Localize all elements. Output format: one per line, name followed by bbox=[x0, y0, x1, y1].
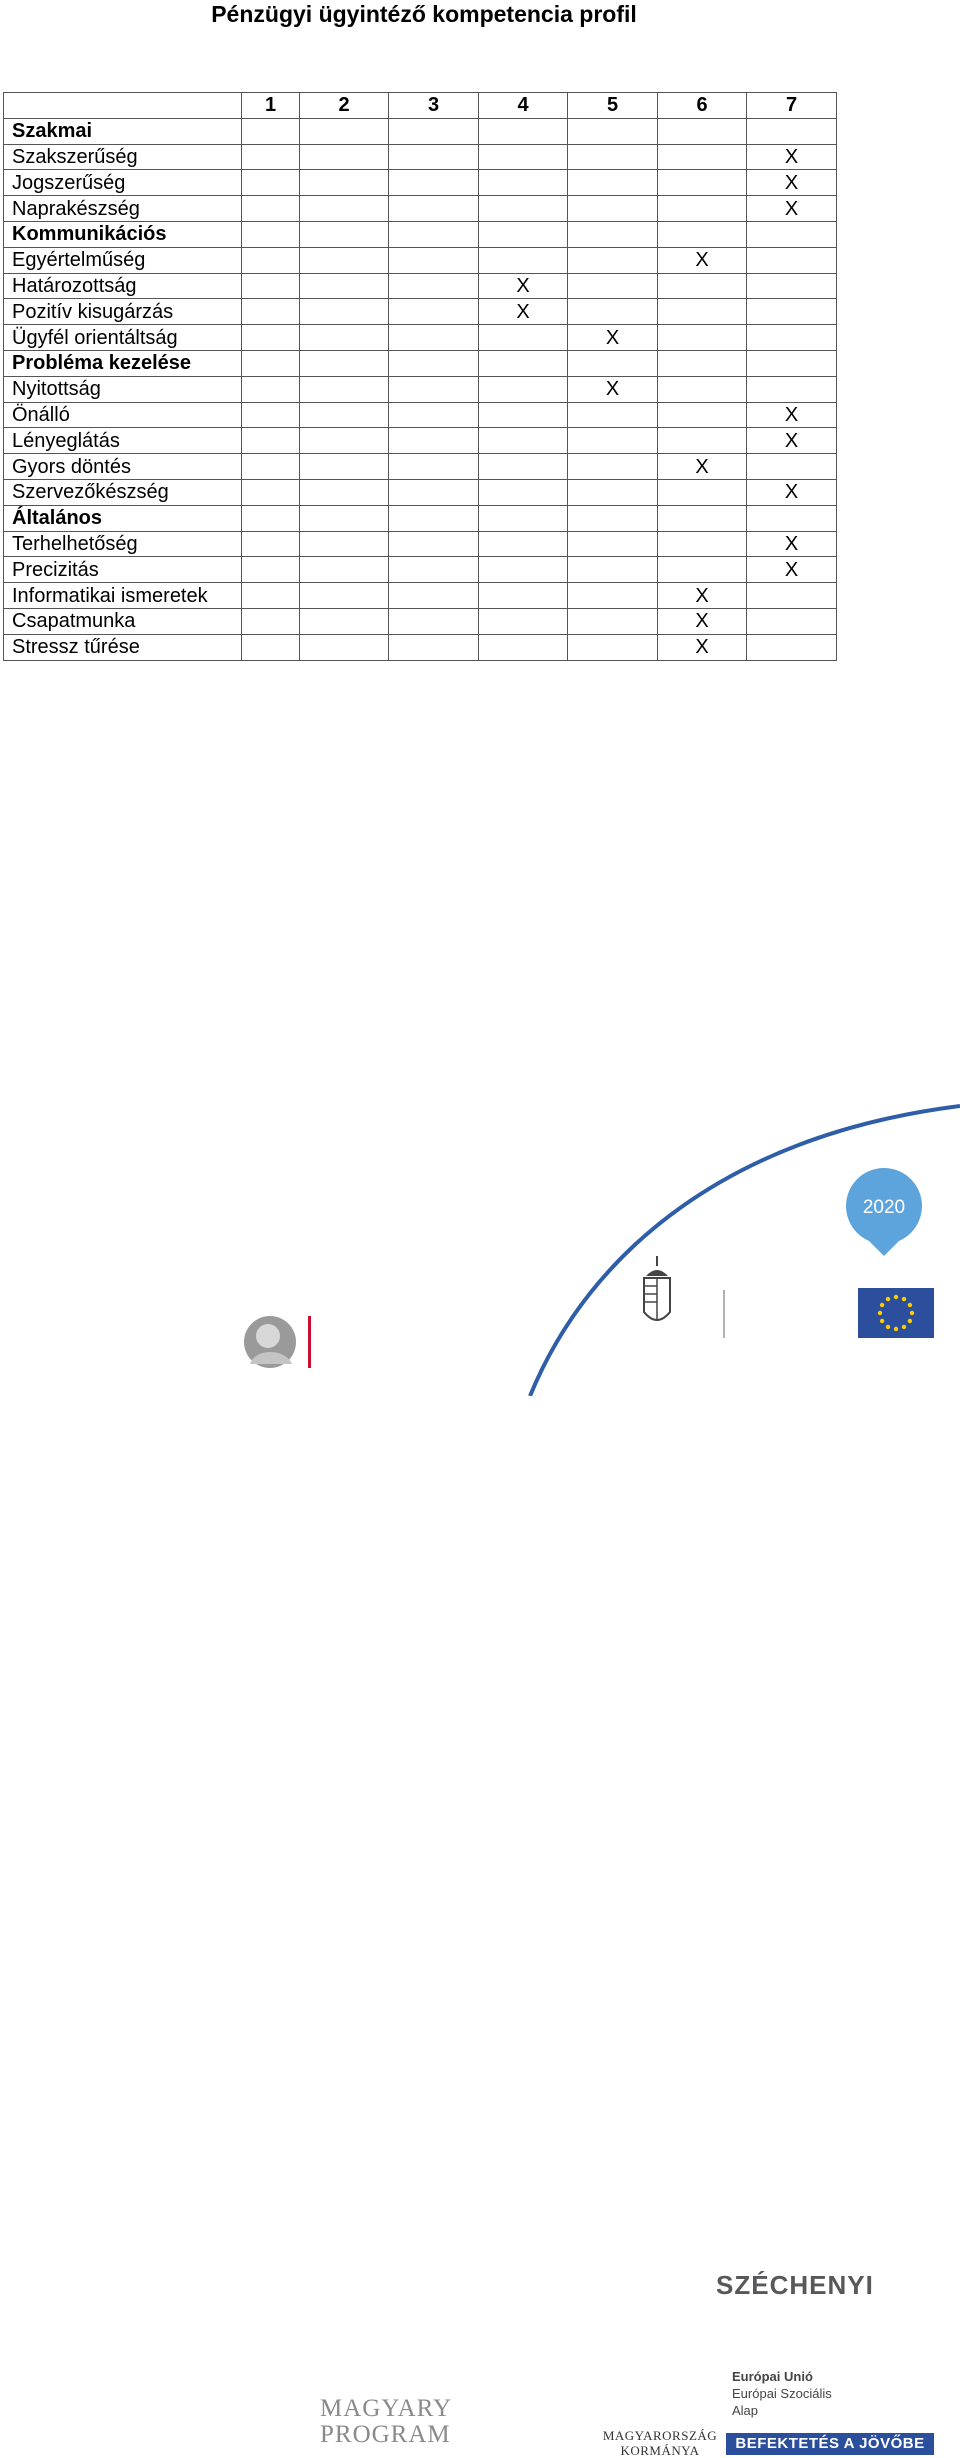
level-cell bbox=[747, 221, 837, 247]
column-header: 7 bbox=[747, 93, 837, 119]
competency-row bbox=[4, 479, 837, 505]
kormany-line1: MAGYARORSZÁG bbox=[602, 2428, 718, 2443]
competency-row bbox=[4, 531, 837, 557]
level-cell bbox=[242, 608, 300, 634]
level-cell bbox=[479, 454, 568, 480]
szechenyi-year: 2020 bbox=[862, 1197, 906, 1218]
competency-label: Csapatmunka bbox=[4, 608, 242, 634]
level-cell bbox=[658, 144, 747, 170]
level-cell bbox=[658, 428, 747, 454]
level-cell bbox=[389, 350, 479, 376]
level-cell bbox=[568, 350, 658, 376]
competency-label: Szervezőkészség bbox=[4, 479, 242, 505]
competency-row bbox=[4, 144, 837, 170]
level-cell bbox=[389, 634, 479, 660]
level-cell bbox=[479, 144, 568, 170]
level-cell bbox=[658, 557, 747, 583]
level-cell bbox=[389, 118, 479, 144]
column-header: 4 bbox=[479, 93, 568, 119]
level-cell bbox=[300, 170, 389, 196]
level-cell bbox=[300, 144, 389, 170]
level-cell bbox=[479, 531, 568, 557]
level-cell bbox=[568, 454, 658, 480]
level-mark: X bbox=[658, 608, 747, 634]
level-cell bbox=[747, 350, 837, 376]
competency-row bbox=[4, 196, 837, 222]
competency-row bbox=[4, 428, 837, 454]
magyary-line1: MAGYARY bbox=[320, 2395, 453, 2422]
competency-row bbox=[4, 634, 837, 660]
level-cell bbox=[479, 557, 568, 583]
level-cell bbox=[300, 299, 389, 325]
level-cell bbox=[389, 299, 479, 325]
level-cell bbox=[242, 428, 300, 454]
level-cell bbox=[658, 299, 747, 325]
level-cell bbox=[479, 634, 568, 660]
level-cell bbox=[300, 350, 389, 376]
level-cell bbox=[389, 479, 479, 505]
level-cell bbox=[479, 428, 568, 454]
level-cell bbox=[242, 196, 300, 222]
level-cell bbox=[747, 273, 837, 299]
competency-row bbox=[4, 247, 837, 273]
level-cell bbox=[568, 402, 658, 428]
level-cell bbox=[389, 505, 479, 531]
eu-star bbox=[908, 1303, 912, 1307]
level-cell bbox=[747, 634, 837, 660]
level-cell bbox=[389, 454, 479, 480]
competency-row bbox=[4, 608, 837, 634]
level-cell bbox=[389, 247, 479, 273]
level-cell bbox=[389, 376, 479, 402]
category-row bbox=[4, 505, 837, 531]
level-cell bbox=[389, 583, 479, 609]
header-row bbox=[4, 93, 837, 119]
competency-label: Terhelhetőség bbox=[4, 531, 242, 557]
level-cell bbox=[242, 557, 300, 583]
level-cell bbox=[568, 196, 658, 222]
level-cell bbox=[389, 144, 479, 170]
column-header: 5 bbox=[568, 93, 658, 119]
level-mark: X bbox=[658, 454, 747, 480]
level-cell bbox=[747, 376, 837, 402]
level-cell bbox=[479, 325, 568, 351]
eu-star bbox=[886, 1297, 890, 1301]
level-cell bbox=[242, 454, 300, 480]
level-cell bbox=[300, 118, 389, 144]
level-cell bbox=[747, 583, 837, 609]
eu-star bbox=[902, 1325, 906, 1329]
level-mark: X bbox=[747, 170, 837, 196]
eu-line3: Alap bbox=[732, 2403, 759, 2418]
level-cell bbox=[658, 118, 747, 144]
level-cell bbox=[747, 325, 837, 351]
level-cell bbox=[242, 170, 300, 196]
szechenyi-logo-text: SZÉCHENYI bbox=[716, 2270, 874, 2300]
level-mark: X bbox=[747, 479, 837, 505]
blue-arc bbox=[530, 1106, 960, 1396]
level-cell bbox=[658, 376, 747, 402]
level-cell bbox=[658, 479, 747, 505]
level-cell bbox=[658, 350, 747, 376]
level-cell bbox=[242, 118, 300, 144]
competency-label: Ügyfél orientáltság bbox=[4, 325, 242, 351]
eu-line1: Európai Unió bbox=[732, 2369, 813, 2384]
level-cell bbox=[389, 608, 479, 634]
magyary-divider bbox=[308, 1316, 311, 1368]
level-cell bbox=[568, 634, 658, 660]
eu-banner: BEFEKTETÉS A JÖVŐBE bbox=[726, 2433, 934, 2455]
level-cell bbox=[300, 247, 389, 273]
level-cell bbox=[242, 505, 300, 531]
level-cell bbox=[658, 531, 747, 557]
competency-row bbox=[4, 402, 837, 428]
competency-rows bbox=[4, 118, 837, 660]
eu-star bbox=[894, 1295, 898, 1299]
level-cell bbox=[300, 454, 389, 480]
level-cell bbox=[658, 325, 747, 351]
level-cell bbox=[300, 402, 389, 428]
level-cell bbox=[479, 402, 568, 428]
level-cell bbox=[300, 583, 389, 609]
level-cell bbox=[479, 505, 568, 531]
competency-label: Nyitottság bbox=[4, 376, 242, 402]
level-cell bbox=[747, 299, 837, 325]
level-cell bbox=[242, 479, 300, 505]
competency-label: Naprakészség bbox=[4, 196, 242, 222]
level-cell bbox=[242, 531, 300, 557]
level-cell bbox=[300, 634, 389, 660]
eu-line2: Európai Szociális bbox=[732, 2386, 832, 2401]
level-cell bbox=[242, 402, 300, 428]
level-mark: X bbox=[479, 299, 568, 325]
level-mark: X bbox=[568, 376, 658, 402]
category-row bbox=[4, 118, 837, 144]
eu-logo-text bbox=[732, 2368, 856, 2419]
page-title: Pénzügyi ügyintéző kompetencia profil bbox=[211, 1, 637, 27]
level-cell bbox=[568, 273, 658, 299]
level-cell bbox=[568, 531, 658, 557]
level-cell bbox=[300, 273, 389, 299]
level-cell bbox=[658, 196, 747, 222]
competency-label: Egyértelműség bbox=[4, 247, 242, 273]
level-mark: X bbox=[479, 273, 568, 299]
level-cell bbox=[568, 170, 658, 196]
footer-logos bbox=[0, 1080, 960, 2458]
level-cell bbox=[747, 505, 837, 531]
category-row bbox=[4, 221, 837, 247]
eu-star bbox=[880, 1319, 884, 1323]
szechenyi-pin-icon bbox=[846, 1168, 922, 1256]
level-cell bbox=[242, 221, 300, 247]
level-cell bbox=[300, 479, 389, 505]
competency-label: Precizitás bbox=[4, 557, 242, 583]
competency-row bbox=[4, 273, 837, 299]
competency-row bbox=[4, 299, 837, 325]
level-cell bbox=[658, 221, 747, 247]
level-cell bbox=[568, 428, 658, 454]
kormany-line2: KORMÁNYA bbox=[620, 2443, 700, 2458]
level-cell bbox=[568, 479, 658, 505]
level-cell bbox=[479, 170, 568, 196]
column-header: 1 bbox=[242, 93, 300, 119]
competency-row bbox=[4, 583, 837, 609]
level-cell bbox=[242, 583, 300, 609]
level-cell bbox=[479, 350, 568, 376]
competency-label: Önálló bbox=[4, 402, 242, 428]
level-cell bbox=[242, 273, 300, 299]
header-corner bbox=[4, 93, 242, 119]
level-cell bbox=[300, 505, 389, 531]
level-cell bbox=[300, 557, 389, 583]
level-cell bbox=[658, 170, 747, 196]
level-cell bbox=[242, 325, 300, 351]
level-cell bbox=[389, 196, 479, 222]
level-cell bbox=[300, 196, 389, 222]
level-cell bbox=[747, 454, 837, 480]
level-cell bbox=[389, 402, 479, 428]
eu-flag-icon bbox=[858, 1288, 934, 1338]
level-cell bbox=[389, 531, 479, 557]
eu-star bbox=[878, 1311, 882, 1315]
magyary-portrait-icon bbox=[244, 1316, 296, 1368]
level-cell bbox=[389, 273, 479, 299]
level-cell bbox=[479, 479, 568, 505]
level-mark: X bbox=[747, 428, 837, 454]
kormany-logo-text bbox=[600, 2428, 720, 2458]
level-mark: X bbox=[747, 402, 837, 428]
level-mark: X bbox=[747, 144, 837, 170]
eu-star bbox=[910, 1311, 914, 1315]
category-label: Általános bbox=[4, 505, 242, 531]
level-cell bbox=[568, 505, 658, 531]
footer-graphics bbox=[0, 1080, 960, 1396]
level-mark: X bbox=[658, 634, 747, 660]
level-cell bbox=[479, 608, 568, 634]
level-cell bbox=[568, 221, 658, 247]
category-row bbox=[4, 350, 837, 376]
competency-label: Határozottság bbox=[4, 273, 242, 299]
level-cell bbox=[568, 583, 658, 609]
level-cell bbox=[479, 221, 568, 247]
level-mark: X bbox=[747, 196, 837, 222]
level-cell bbox=[300, 608, 389, 634]
magyary-logo-text bbox=[320, 2396, 460, 2448]
level-cell bbox=[479, 196, 568, 222]
eu-star bbox=[886, 1325, 890, 1329]
level-mark: X bbox=[747, 531, 837, 557]
level-cell bbox=[300, 531, 389, 557]
level-cell bbox=[389, 557, 479, 583]
level-cell bbox=[242, 299, 300, 325]
level-cell bbox=[479, 583, 568, 609]
level-cell bbox=[747, 247, 837, 273]
competency-label: Stressz tűrése bbox=[4, 634, 242, 660]
competency-label: Gyors döntés bbox=[4, 454, 242, 480]
level-cell bbox=[568, 144, 658, 170]
competency-row bbox=[4, 454, 837, 480]
level-cell bbox=[242, 247, 300, 273]
level-cell bbox=[300, 325, 389, 351]
level-cell bbox=[300, 428, 389, 454]
level-mark: X bbox=[658, 583, 747, 609]
competency-label: Lényeglátás bbox=[4, 428, 242, 454]
eu-star bbox=[902, 1297, 906, 1301]
level-cell bbox=[479, 247, 568, 273]
column-header: 6 bbox=[658, 93, 747, 119]
category-label: Probléma kezelése bbox=[4, 350, 242, 376]
level-cell bbox=[389, 221, 479, 247]
level-mark: X bbox=[568, 325, 658, 351]
column-header: 2 bbox=[300, 93, 389, 119]
competency-row bbox=[4, 376, 837, 402]
level-cell bbox=[568, 118, 658, 144]
coat-of-arms-icon bbox=[644, 1256, 670, 1320]
level-cell bbox=[747, 608, 837, 634]
level-cell bbox=[658, 505, 747, 531]
competency-row bbox=[4, 557, 837, 583]
level-cell bbox=[658, 402, 747, 428]
eu-star bbox=[894, 1327, 898, 1331]
level-cell bbox=[479, 118, 568, 144]
competency-label: Jogszerűség bbox=[4, 170, 242, 196]
category-label: Kommunikációs bbox=[4, 221, 242, 247]
column-header: 3 bbox=[389, 93, 479, 119]
competency-label: Szakszerűség bbox=[4, 144, 242, 170]
level-cell bbox=[479, 376, 568, 402]
level-cell bbox=[300, 376, 389, 402]
level-cell bbox=[242, 376, 300, 402]
magyary-line2: PROGRAM bbox=[320, 2421, 451, 2448]
level-cell bbox=[242, 350, 300, 376]
level-cell bbox=[568, 247, 658, 273]
competency-label: Informatikai ismeretek bbox=[4, 583, 242, 609]
level-cell bbox=[389, 325, 479, 351]
level-cell bbox=[242, 144, 300, 170]
competency-row bbox=[4, 325, 837, 351]
level-cell bbox=[300, 221, 389, 247]
eu-star bbox=[908, 1319, 912, 1323]
level-cell bbox=[389, 428, 479, 454]
level-mark: X bbox=[658, 247, 747, 273]
eu-star bbox=[880, 1303, 884, 1307]
level-cell bbox=[568, 299, 658, 325]
competency-row bbox=[4, 170, 837, 196]
level-cell bbox=[747, 118, 837, 144]
category-label: Szakmai bbox=[4, 118, 242, 144]
level-cell bbox=[568, 557, 658, 583]
level-mark: X bbox=[747, 557, 837, 583]
level-cell bbox=[568, 608, 658, 634]
competency-label: Pozitív kisugárzás bbox=[4, 299, 242, 325]
level-cell bbox=[389, 170, 479, 196]
level-cell bbox=[242, 634, 300, 660]
competency-table bbox=[3, 92, 837, 661]
level-cell bbox=[658, 273, 747, 299]
